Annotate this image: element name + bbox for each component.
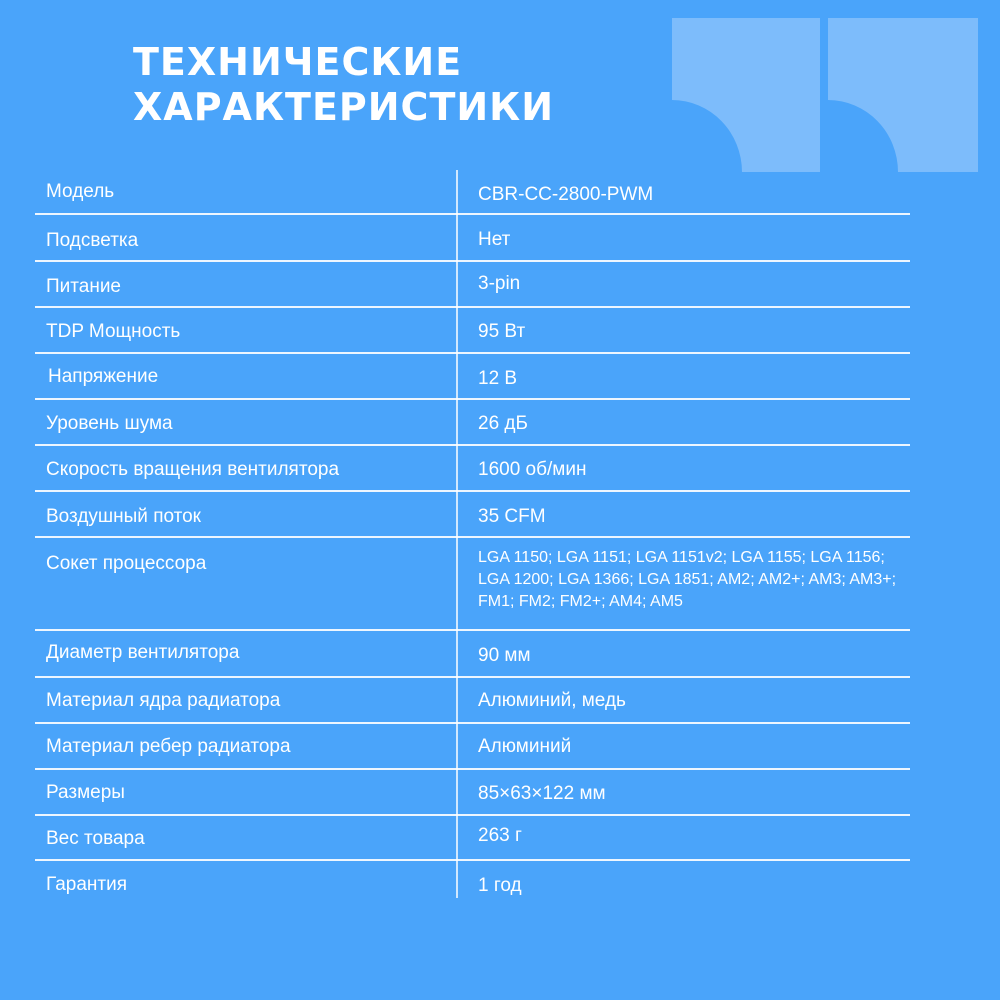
spec-row-airflow (35, 492, 910, 538)
spec-value: 85×63×122 мм (478, 783, 606, 804)
spec-value: 1 год (478, 875, 522, 896)
spec-label: TDP Мощность (46, 321, 181, 342)
spec-value: 35 CFM (478, 506, 546, 527)
spec-label: Сокет процессора (46, 553, 207, 574)
spec-label: Подсветка (46, 230, 139, 251)
spec-row-warranty (35, 861, 910, 907)
spec-label: Размеры (46, 782, 125, 803)
quote-mark-left (672, 18, 820, 172)
spec-value: 3-pin (478, 273, 521, 294)
page-title (133, 40, 554, 130)
spec-value: Алюминий (478, 736, 572, 757)
spec-label: Скорость вращения вентилятора (46, 459, 340, 480)
spec-value: CBR-CC-2800-PWM (478, 184, 654, 205)
spec-value: 90 мм (478, 645, 531, 666)
spec-label: Материал ядра радиатора (46, 690, 281, 711)
spec-value: 12 В (478, 368, 518, 389)
spec-label: Материал ребер радиатора (46, 736, 291, 757)
spec-row-fan-speed (35, 446, 910, 492)
spec-row-core-material (35, 678, 910, 724)
spec-label: Вес товара (46, 828, 145, 849)
spec-label: Модель (46, 181, 115, 202)
page-title-line-2: ХАРАКТЕРИСТИКИ (133, 85, 555, 129)
spec-label: Напряжение (48, 366, 159, 387)
spec-row-voltage (35, 354, 910, 400)
spec-row-noise (35, 400, 910, 446)
spec-label: Уровень шума (46, 413, 173, 434)
spec-row-power (35, 262, 910, 308)
spec-value: Алюминий, медь (478, 690, 626, 711)
spec-label: Питание (46, 276, 121, 297)
spec-value: 95 Вт (478, 321, 526, 342)
quote-mark-right (828, 18, 978, 172)
page-title-line-1: ТЕХНИЧЕСКИЕ (133, 40, 463, 84)
spec-row-weight (35, 816, 910, 861)
quote-marks-icon (660, 0, 1000, 190)
spec-value: 1600 об/мин (478, 459, 587, 480)
spec-label: Диаметр вентилятора (46, 642, 240, 663)
spec-value: 26 дБ (478, 413, 528, 434)
spec-row-fin-material (35, 724, 910, 770)
spec-value: LGA 1150; LGA 1151; LGA 1151v2; LGA 1155; LGA 1156; LGA 1200; LGA 1366; LGA 1851; AM2; AM2+; AM3; AM3+; FM1; FM2; FM2+; AM4; AM5 (478, 549, 897, 610)
spec-label: Воздушный поток (46, 506, 201, 527)
spec-row-tdp (35, 308, 910, 354)
spec-label: Гарантия (46, 874, 128, 895)
spec-row-fan-diameter (35, 631, 910, 678)
spec-row-dimensions (35, 770, 910, 816)
spec-row-backlight (35, 215, 910, 262)
spec-row-model (35, 180, 910, 215)
spec-value: 263 г (478, 825, 522, 846)
spec-value: Нет (478, 229, 511, 250)
spec-row-socket (35, 538, 910, 631)
